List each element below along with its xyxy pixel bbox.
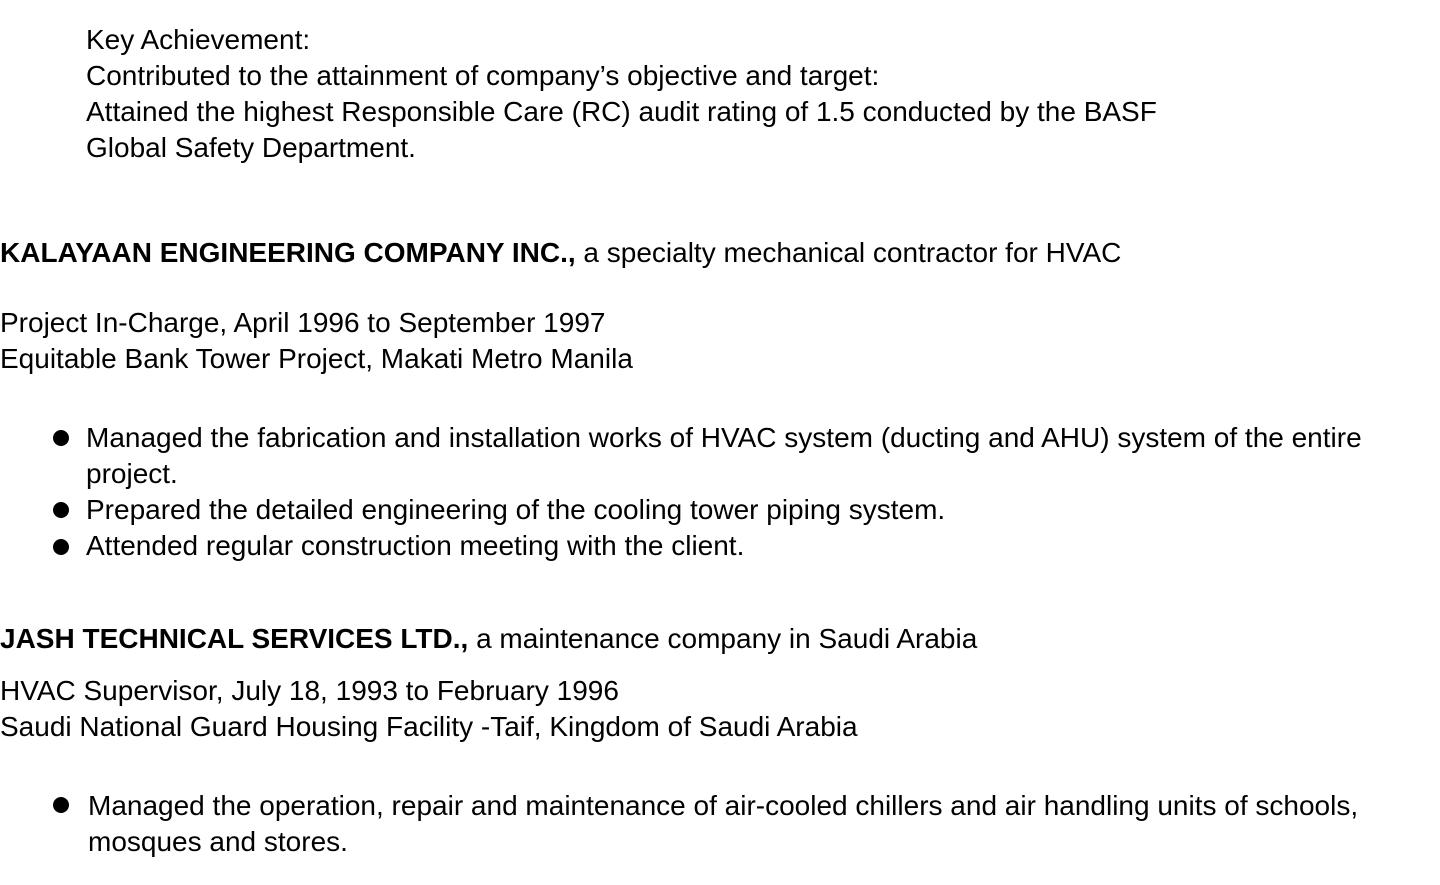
key-achievement-line-1: Contributed to the attainment of company’s objective and target: xyxy=(86,60,880,91)
key-achievement-line-3: Global Safety Department. xyxy=(86,132,416,163)
kalayaan-project: Equitable Bank Tower Project, Makati Metro Manila xyxy=(0,343,633,374)
kalayaan-employer-line xyxy=(0,235,1121,271)
jash-bullet-1: Managed the operation, repair and maintenance of air-cooled chillers and air handling units of schools, mosques and stores. xyxy=(88,790,1359,857)
kalayaan-bullet-3: Attended regular construction meeting with the client. xyxy=(86,530,745,561)
jash-company-description: a maintenance company in Saudi Arabia xyxy=(468,623,978,654)
kalayaan-company-name: KALAYAAN ENGINEERING COMPANY INC., xyxy=(0,237,576,268)
bullet-icon xyxy=(53,502,69,518)
kalayaan-company-description: a specialty mechanical contractor for HVAC xyxy=(575,237,1122,268)
kalayaan-bullet-1: Managed the fabrication and installation works of HVAC system (ducting and AHU) system of the entire project. xyxy=(86,422,1362,489)
bullet-icon xyxy=(53,797,69,813)
jash-position: HVAC Supervisor, July 18, 1993 to February 1996 xyxy=(0,675,619,706)
kalayaan-bullet-2: Prepared the detailed engineering of the cooling tower piping system. xyxy=(86,494,946,525)
key-achievement-heading: Key Achievement: xyxy=(86,24,311,55)
jash-project: Saudi National Guard Housing Facility -Taif, Kingdom of Saudi Arabia xyxy=(0,711,858,742)
bullet-icon xyxy=(53,430,69,446)
bullet-icon xyxy=(53,539,69,555)
kalayaan-position: Project In-Charge, April 1996 to September 1997 xyxy=(0,307,606,338)
jash-company-name: JASH TECHNICAL SERVICES LTD., xyxy=(0,623,469,654)
key-achievement-line-2: Attained the highest Responsible Care (RC) audit rating of 1.5 conducted by the BASF xyxy=(86,96,1157,127)
jash-employer-line xyxy=(0,621,977,657)
